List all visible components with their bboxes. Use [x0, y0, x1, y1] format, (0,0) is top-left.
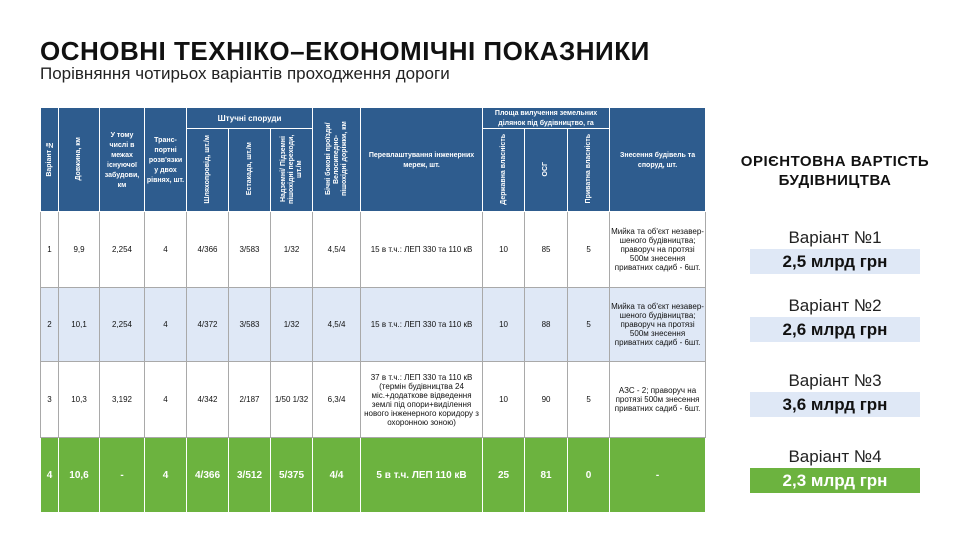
cell-utilities: 37 в т.ч.: ЛЕП 330 та 110 кВ (термін будівництва 24 міс.+додаткове відведення землі під опори+виділення нового інженерного коридору з охоронною зоною): [361, 362, 483, 438]
cell-private: 0: [568, 438, 610, 513]
cell-utilities: 15 в т.ч.: ЛЕП 330 та 110 кВ: [361, 288, 483, 362]
cell-existing: -: [100, 438, 145, 513]
cell-overpass: 4/366: [187, 212, 229, 288]
table-row-highlighted: [41, 438, 706, 513]
page-subtitle: Порівняння чотирьох варіантів проходження дороги: [40, 64, 450, 83]
cell-overpass: 4/342: [187, 362, 229, 438]
header-utilities: Перевлаштування інженерних мереж, шт.: [361, 108, 483, 212]
cell-existing: 2,254: [100, 288, 145, 362]
variant-1-cost: 2,5 млрд грн: [750, 249, 920, 274]
cell-utilities: 5 в т.ч. ЛЕП 110 кВ: [361, 438, 483, 513]
variant-2-label: Варіант №2: [788, 296, 882, 315]
cell-existing: 2,254: [100, 212, 145, 288]
cell-length: 10,3: [59, 362, 100, 438]
cell-pedestrian: 1/50 1/32: [271, 362, 313, 438]
header-existing: У тому числі в межах існуючої забудови, км: [100, 108, 145, 212]
header-communal: ОСГ: [525, 129, 568, 212]
cell-demolition: Мийка та об'єкт незавер-шеного будівництва; праворуч на протязі 500м знесення приватних садиб - 6шт.: [610, 212, 706, 288]
cell-communal: 90: [525, 362, 568, 438]
indicators-table: [40, 107, 706, 513]
cell-pedestrian: 1/32: [271, 212, 313, 288]
variant-2-cost: 2,6 млрд грн: [750, 317, 920, 342]
cell-demolition: АЗС - 2; праворуч на протязі 500м знесення приватних садиб - 6шт.: [610, 362, 706, 438]
variant-4-label: Варіант №4: [788, 447, 882, 466]
cell-length: 9,9: [59, 212, 100, 288]
cell-side: 4/4: [313, 438, 361, 513]
cell-private: 5: [568, 288, 610, 362]
cell-estacade: 3/583: [229, 288, 271, 362]
cell-variant: 2: [41, 288, 59, 362]
header-private: Приватна власність: [568, 129, 610, 212]
cell-state: 10: [483, 212, 525, 288]
cell-estacade: 2/187: [229, 362, 271, 438]
cell-interchanges: 4: [145, 438, 187, 513]
cell-state: 25: [483, 438, 525, 513]
variant-3-label: Варіант №3: [788, 371, 882, 390]
cell-side: 6,3/4: [313, 362, 361, 438]
variant-3-cost: 3,6 млрд грн: [750, 392, 920, 417]
cell-demolition: -: [610, 438, 706, 513]
cell-length: 10,1: [59, 288, 100, 362]
header-variant: Варіант №: [41, 108, 59, 212]
cell-pedestrian: 5/375: [271, 438, 313, 513]
cell-length: 10,6: [59, 438, 100, 513]
table-row: [41, 288, 706, 362]
cell-communal: 85: [525, 212, 568, 288]
cell-private: 5: [568, 362, 610, 438]
cell-existing: 3,192: [100, 362, 145, 438]
cell-overpass: 4/372: [187, 288, 229, 362]
cell-state: 10: [483, 362, 525, 438]
cell-state: 10: [483, 288, 525, 362]
header-land: Площа вилучення земельних ділянок під будівництво, га: [483, 108, 610, 129]
header-side-passages: Бічні бокові проїзди/ Велосипедно-пішохідні доріжки, км: [313, 108, 361, 212]
cell-side: 4,5/4: [313, 212, 361, 288]
cost-heading: ОРІЄНТОВНА ВАРТІСТЬ БУДІВНИЦТВА: [740, 153, 930, 189]
header-length: Довжина, км: [59, 108, 100, 212]
header-structures: Штучні споруди: [187, 108, 313, 129]
cell-estacade: 3/512: [229, 438, 271, 513]
variant-4-cost: 2,3 млрд грн: [750, 468, 920, 493]
cell-demolition: Мийка та об'єкт незавер-шеного будівництва; праворуч на протязі 500м знесення приватних садиб - 6шт.: [610, 288, 706, 362]
header-interchanges: Транс-портні розв'язки у двох рівнях, шт.: [145, 108, 187, 212]
header-estacade: Естакада, шт./м: [229, 129, 271, 212]
table-row: [41, 212, 706, 288]
cell-side: 4,5/4: [313, 288, 361, 362]
cell-communal: 81: [525, 438, 568, 513]
table-row: [41, 362, 706, 438]
cell-estacade: 3/583: [229, 212, 271, 288]
cell-variant: 1: [41, 212, 59, 288]
cell-private: 5: [568, 212, 610, 288]
page-title: ОСНОВНІ ТЕХНІКО–ЕКОНОМІЧНІ ПОКАЗНИКИ: [40, 36, 650, 66]
header-state: Державна власність: [483, 129, 525, 212]
cell-pedestrian: 1/32: [271, 288, 313, 362]
header-pedestrian: Надземні/ Підземні пішохідні переходи, шт./м: [271, 129, 313, 212]
cell-communal: 88: [525, 288, 568, 362]
cell-utilities: 15 в т.ч.: ЛЕП 330 та 110 кВ: [361, 212, 483, 288]
header-overpass: Шляхопровід, шт./м: [187, 129, 229, 212]
cell-overpass: 4/366: [187, 438, 229, 513]
cell-variant: 3: [41, 362, 59, 438]
cell-interchanges: 4: [145, 212, 187, 288]
cell-variant: 4: [41, 438, 59, 513]
header-demolition: Знесення будівель та споруд, шт.: [610, 108, 706, 212]
variant-1-label: Варіант №1: [788, 228, 882, 247]
cell-interchanges: 4: [145, 288, 187, 362]
cell-interchanges: 4: [145, 362, 187, 438]
